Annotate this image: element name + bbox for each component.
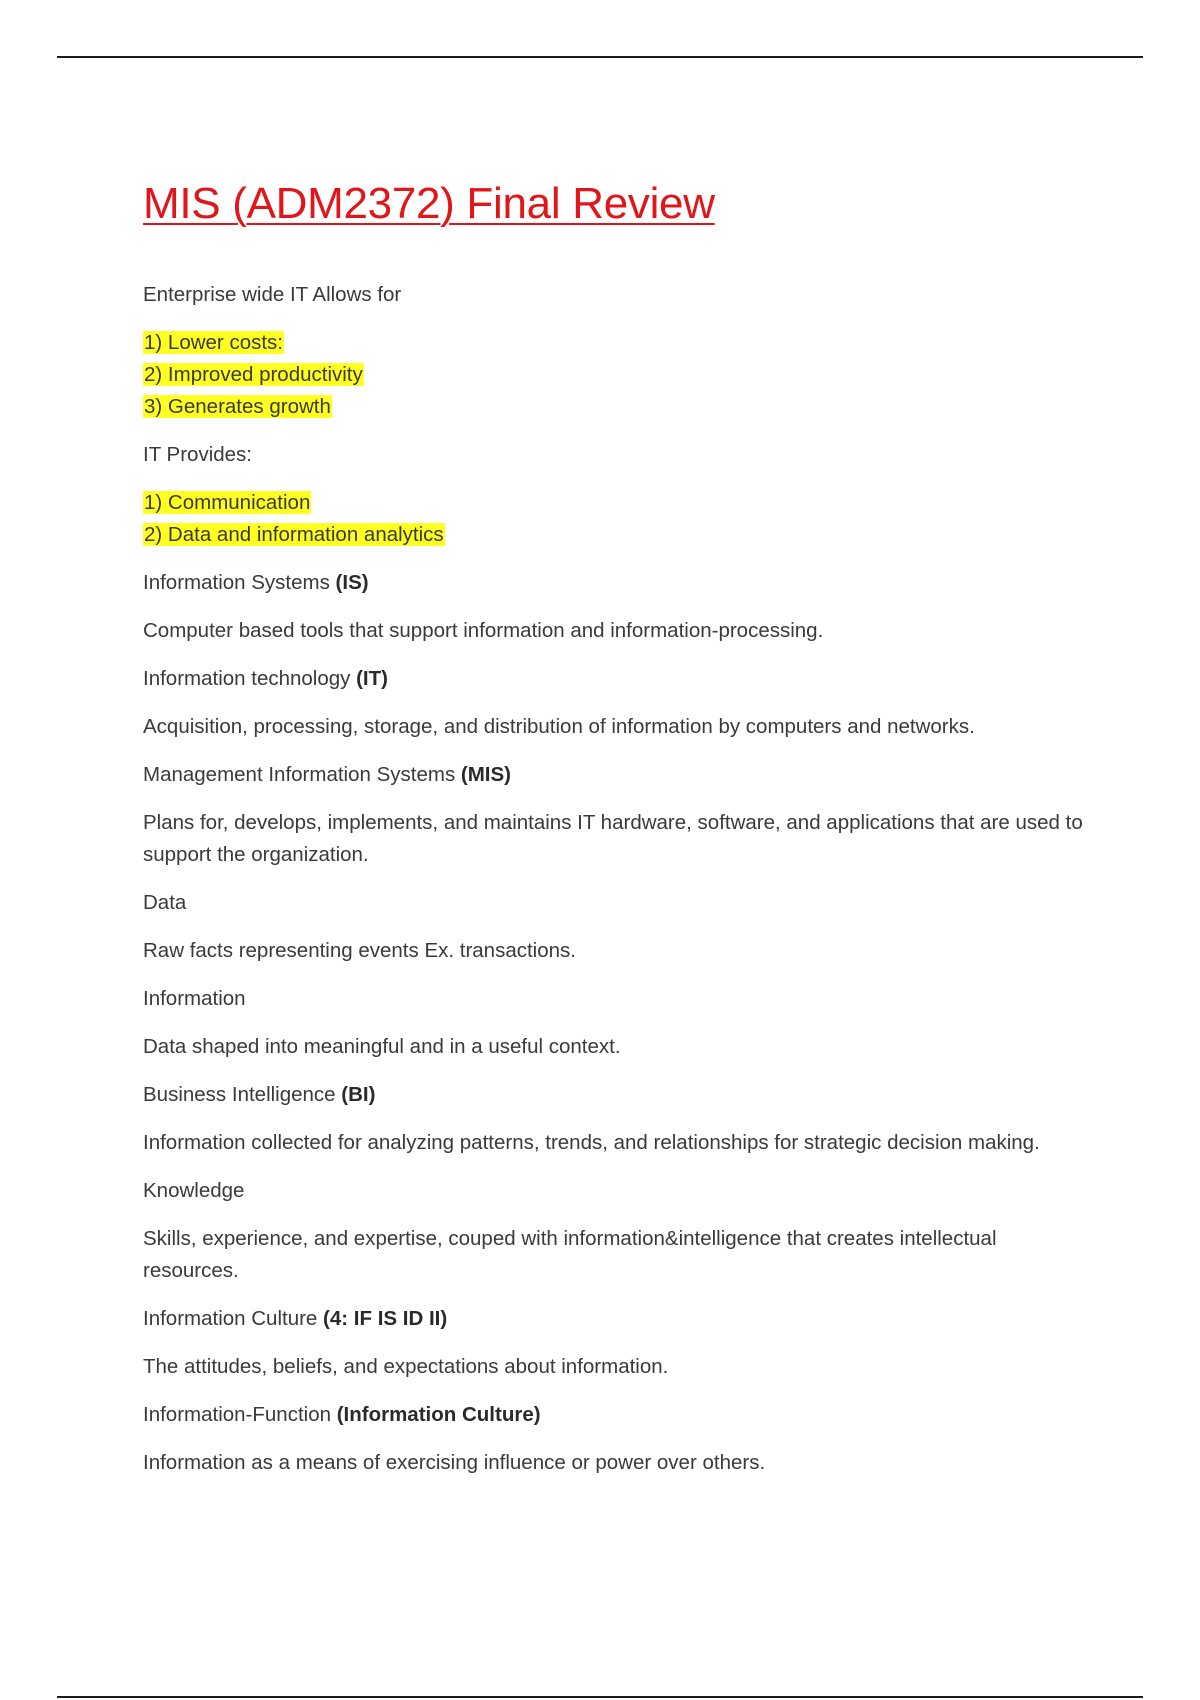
term-heading — [143, 887, 1083, 919]
it-provides-list — [143, 487, 1083, 551]
term-abbreviation: (Information Culture) — [336, 1403, 541, 1426]
term-heading — [143, 1079, 1083, 1111]
highlighted-text: 3) Generates growth — [144, 395, 331, 418]
term-abbreviation: (4: IF IS ID II) — [323, 1307, 448, 1330]
highlighted-text: 1) Communication — [144, 491, 311, 514]
term-heading — [143, 759, 1083, 791]
document-title: MIS (ADM2372) Final Review — [143, 179, 715, 228]
highlighted-text: 2) Data and information analytics — [144, 523, 444, 546]
term-name: Information-Function — [143, 1403, 337, 1426]
term-definition: Information as a means of exercising influence or power over others. — [143, 1451, 766, 1474]
term-abbreviation: (BI) — [341, 1083, 376, 1106]
term-heading — [143, 983, 1083, 1015]
term-name: Management Information Systems — [143, 763, 461, 786]
term-name: Information Systems — [143, 571, 336, 594]
term-abbreviation: (IT) — [356, 667, 388, 690]
term-definition: Data shaped into meaningful and in a useful context. — [143, 1035, 621, 1058]
intro-text: Enterprise wide IT Allows for — [143, 283, 402, 306]
term-definition: Information collected for analyzing patterns, trends, and relationships for strategic decision making. — [143, 1131, 1040, 1154]
top-rule — [57, 56, 1143, 58]
term-definition: Plans for, develops, implements, and maintains IT hardware, software, and applications that are used to support the organization. — [143, 811, 1083, 866]
list-item — [143, 327, 1083, 359]
term-name: Information — [143, 987, 246, 1010]
bottom-rule — [57, 1696, 1143, 1698]
term-name: Business Intelligence — [143, 1083, 342, 1106]
list-item — [143, 519, 1083, 551]
highlighted-text: 2) Improved productivity — [144, 363, 363, 386]
term-heading — [143, 567, 1083, 599]
term-abbreviation: (MIS) — [460, 763, 511, 786]
enterprise-list — [143, 327, 1083, 423]
list-item — [143, 487, 1083, 519]
term-heading — [143, 663, 1083, 695]
term-definition: Raw facts representing events Ex. transactions. — [143, 939, 576, 962]
document-page — [143, 174, 1083, 1495]
term-heading — [143, 1303, 1083, 1335]
list-item — [143, 391, 1083, 423]
highlighted-text: 1) Lower costs: — [144, 331, 283, 354]
term-name: Information technology — [143, 667, 357, 690]
term-definition: Computer based tools that support information and information-processing. — [143, 619, 824, 642]
document-body — [143, 279, 1083, 1479]
term-definition: Acquisition, processing, storage, and distribution of information by computers and networks. — [143, 715, 975, 738]
term-name: Data — [143, 891, 187, 914]
term-heading — [143, 1175, 1083, 1207]
term-abbreviation: (IS) — [335, 571, 369, 594]
term-heading — [143, 1399, 1083, 1431]
term-definition: Skills, experience, and expertise, couped with information&intelligence that creates intellectual resources. — [143, 1227, 997, 1282]
term-name: Information Culture — [143, 1307, 324, 1330]
term-definition: The attitudes, beliefs, and expectations about information. — [143, 1355, 669, 1378]
list-item — [143, 359, 1083, 391]
term-name: Knowledge — [143, 1179, 245, 1202]
it-provides-heading: IT Provides: — [143, 443, 252, 466]
